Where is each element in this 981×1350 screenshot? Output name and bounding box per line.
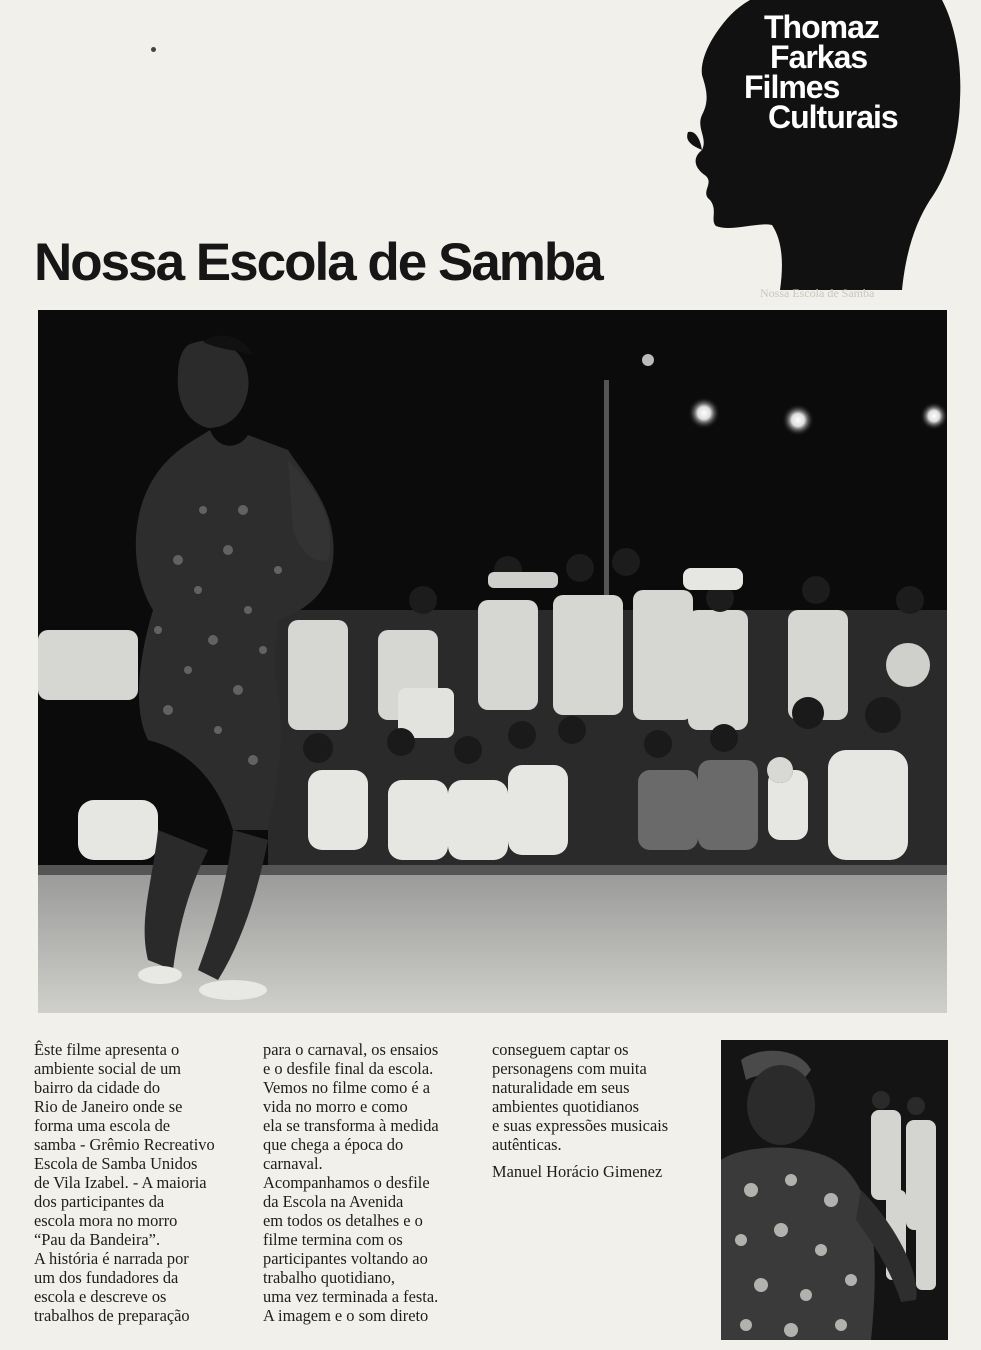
text-line: escola e descreve os [34,1287,167,1306]
text-line: vida no morro e como [263,1097,408,1116]
text-line: que chega a época do [263,1135,404,1154]
text-line: dos participantes da [34,1192,165,1211]
text-line: personagens com muita [492,1059,647,1078]
show-through-text: Nossa Escola de Samba [760,286,875,300]
text-column-2 [263,1040,478,1325]
logo-line-culturais: Culturais [768,99,898,135]
text-line: conseguem captar os [492,1040,629,1059]
text-line: naturalidade em seus [492,1078,630,1097]
text-line: para o carnaval, os ensaios [263,1040,439,1059]
text-line: Rio de Janeiro onde se [34,1097,183,1116]
text-line: forma uma escola de [34,1116,171,1135]
text-line: carnaval. [263,1154,323,1173]
text-line: em todos os detalhes e o [263,1211,423,1230]
main-photograph [38,310,947,1013]
text-line: bairro da cidade do [34,1078,161,1097]
text-line: Vemos no filme como é a [263,1078,431,1097]
print-speck [151,47,156,52]
logo-line-farkas: Farkas [770,39,868,75]
logo-wordmark [742,9,942,135]
text-line: da Escola na Avenida [263,1192,404,1211]
text-line: filme termina com os [263,1230,403,1249]
text-line: Êste filme apresenta o [34,1040,180,1059]
text-line: e o desfile final da escola. [263,1059,434,1078]
singer-photograph [721,1040,948,1340]
text-line: A história é narrada por [34,1249,189,1268]
text-line: Acompanhamos o desfile [263,1173,430,1192]
text-line: “Pau da Bandeira”. [34,1230,161,1249]
logo-line-filmes: Filmes [744,69,840,105]
text-line: escola mora no morro [34,1211,178,1230]
page-title: Nossa Escola de Samba [34,233,602,292]
text-line: samba - Grêmio Recreativo [34,1135,215,1154]
text-line: de Vila Izabel. - A maioria [34,1173,207,1192]
text-line: trabalho quotidiano, [263,1268,396,1287]
author-credit: Manuel Horácio Gimenez [492,1162,663,1181]
text-line: participantes voltando ao [263,1249,428,1268]
text-line: autênticas. [492,1135,562,1154]
text-column-3 [492,1040,707,1181]
text-line: A imagem e o som direto [263,1306,429,1325]
text-line: ambiente social de um [34,1059,182,1078]
text-line: trabalhos de preparação [34,1306,190,1325]
text-line: ambientes quotidianos [492,1097,640,1116]
text-line: ela se transforma à medida [263,1116,439,1135]
text-line: e suas expressões musicais [492,1116,669,1135]
logo-line-thomaz: Thomaz [764,9,879,45]
text-column-1 [34,1040,249,1325]
text-line: um dos fundadores da [34,1268,179,1287]
text-line: Escola de Samba Unidos [34,1154,198,1173]
text-line: uma vez terminada a festa. [263,1287,439,1306]
